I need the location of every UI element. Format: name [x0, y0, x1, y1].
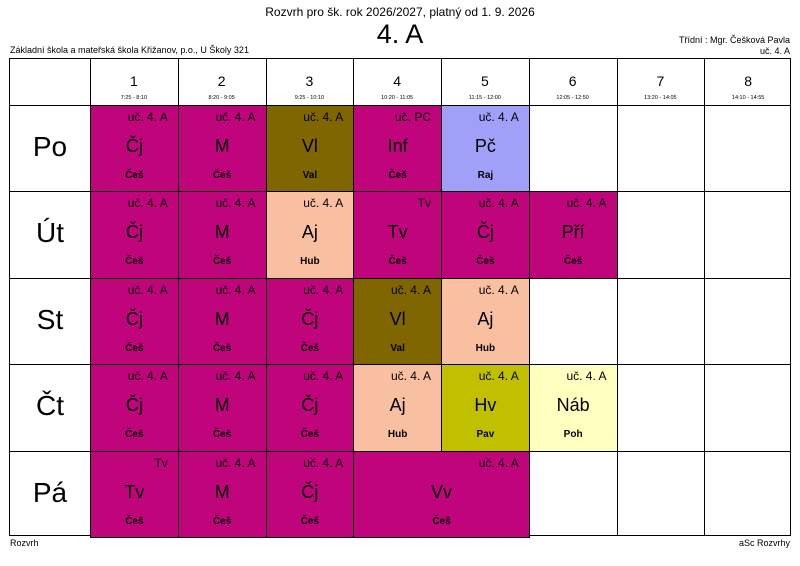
lesson-subject: M — [214, 136, 230, 156]
lesson-room: uč. 4. A — [478, 455, 519, 470]
lesson-subject: Vv — [430, 481, 452, 502]
lesson-subject: Vl — [389, 308, 406, 329]
lesson-room: Tv — [154, 455, 168, 470]
lesson-subject: Čj — [125, 395, 143, 416]
day-label: Čt — [36, 390, 64, 422]
period-header-5 — [441, 59, 529, 105]
lesson-cell[interactable] — [266, 451, 355, 538]
period-number: 1 — [129, 73, 138, 89]
lesson-teacher: Češ — [300, 429, 320, 441]
period-header-7 — [617, 59, 705, 105]
lesson-teacher: Češ — [212, 515, 232, 527]
lesson-cell[interactable] — [178, 451, 267, 538]
period-number: 3 — [305, 73, 314, 89]
lesson-subject: Čj — [125, 222, 143, 243]
period-header-1 — [90, 59, 178, 105]
lesson-teacher: Hub — [387, 429, 408, 441]
day-label: Út — [36, 217, 64, 249]
lesson-teacher: Češ — [125, 342, 144, 354]
lesson-room: uč. 4. A — [215, 282, 256, 297]
lesson-subject: Náb — [556, 395, 590, 416]
grid-vline — [704, 59, 705, 535]
lesson-room: uč. 4. A — [566, 196, 607, 211]
period-number: 5 — [480, 73, 489, 89]
period-number: 4 — [393, 73, 402, 89]
lesson-subject: Hv — [474, 395, 497, 416]
lesson-cell[interactable] — [441, 278, 530, 365]
lesson-teacher: Češ — [476, 256, 495, 268]
lesson-room: uč. 4. A — [127, 282, 168, 297]
lesson-cell[interactable] — [178, 105, 267, 192]
lesson-room: uč. 4. A — [390, 282, 431, 297]
lesson-room: uč. 4. A — [478, 196, 519, 211]
lesson-subject: M — [214, 222, 230, 243]
lesson-subject: Čj — [125, 136, 143, 156]
lesson-room: uč. 4. A — [303, 369, 344, 384]
lesson-cell[interactable] — [90, 191, 179, 278]
period-number: 8 — [744, 73, 753, 89]
lesson-room: uč. 4. A — [215, 196, 256, 211]
lesson-room: uč. 4. A — [127, 110, 168, 124]
lesson-cell[interactable] — [90, 451, 179, 538]
day-label: St — [36, 303, 64, 335]
class-teacher: Třídní : Mgr. Češková Pavla — [678, 35, 790, 45]
lesson-teacher: Češ — [212, 256, 232, 268]
footer-left: Rozvrh — [10, 538, 39, 548]
school-name: Základní škola a mateřská škola Křižanov, p.o., U Školy 321 — [10, 45, 249, 55]
timetable-grid — [9, 58, 791, 536]
lesson-room: uč. 4. A — [303, 455, 344, 470]
day-label: Po — [32, 131, 68, 162]
lesson-cell[interactable] — [178, 364, 267, 451]
lesson-cell[interactable] — [441, 191, 530, 278]
lesson-teacher: Češ — [125, 256, 144, 268]
period-time: 12:05 - 12:50 — [556, 95, 589, 101]
period-time: 11:15 - 12:00 — [468, 95, 501, 101]
lesson-subject: Pč — [474, 136, 496, 156]
lesson-subject: Aj — [389, 395, 406, 416]
lesson-cell[interactable] — [353, 191, 442, 278]
lesson-room: uč. 4. A — [390, 369, 431, 384]
lesson-room: uč. PC — [394, 110, 431, 124]
lesson-teacher: Hub — [300, 256, 320, 268]
lesson-teacher: Češ — [212, 429, 232, 441]
lesson-cell[interactable] — [353, 105, 442, 192]
lesson-cell[interactable] — [529, 191, 618, 278]
lesson-subject: Aj — [301, 222, 318, 243]
lesson-room: uč. 4. A — [215, 455, 256, 470]
grid-vline — [617, 59, 618, 535]
lesson-subject: Čj — [476, 222, 494, 243]
class-name: 4. A — [376, 19, 424, 49]
lesson-subject: M — [214, 395, 230, 416]
period-header-6 — [529, 59, 617, 105]
lesson-teacher: Pav — [476, 429, 495, 441]
period-time: 9:25 - 10:10 — [294, 95, 325, 101]
period-header-2 — [178, 59, 266, 105]
lesson-cell[interactable] — [353, 364, 442, 451]
lesson-cell[interactable] — [90, 105, 179, 192]
lesson-subject: Tv — [387, 222, 408, 243]
lesson-teacher: Češ — [300, 342, 320, 354]
lesson-subject: Čj — [125, 308, 143, 329]
period-time: 10:20 - 11:05 — [381, 95, 414, 101]
lesson-room: uč. 4. A — [215, 369, 256, 384]
period-number: 6 — [568, 73, 577, 89]
lesson-room: uč. 4. A — [478, 282, 519, 297]
lesson-cell[interactable] — [266, 278, 355, 365]
lesson-cell[interactable] — [441, 364, 530, 451]
lesson-subject: Čj — [301, 308, 319, 329]
period-header-3 — [266, 59, 354, 105]
lesson-room: uč. 4. A — [303, 110, 344, 124]
lesson-room: uč. 4. A — [566, 369, 607, 384]
lesson-teacher: Češ — [300, 515, 320, 527]
lesson-subject: Čj — [301, 395, 319, 416]
lesson-subject: Inf — [387, 136, 408, 156]
lesson-cell[interactable] — [90, 364, 179, 451]
period-time: 7:25 - 8:10 — [120, 95, 148, 101]
lesson-cell[interactable] — [178, 191, 267, 278]
lesson-teacher: Češ — [563, 256, 583, 268]
lesson-subject: M — [214, 308, 230, 329]
lesson-subject: M — [214, 481, 230, 502]
lesson-subject: Čj — [301, 481, 319, 502]
lesson-room: Tv — [417, 196, 431, 211]
period-number: 7 — [656, 73, 665, 89]
lesson-teacher: Češ — [125, 170, 144, 181]
lesson-room: uč. 4. A — [127, 369, 168, 384]
period-header-4 — [353, 59, 441, 105]
lesson-cell[interactable] — [441, 105, 530, 192]
lesson-teacher: Hub — [475, 342, 496, 354]
lesson-teacher: Poh — [563, 429, 583, 441]
lesson-room: uč. 4. A — [215, 110, 256, 124]
period-header-8 — [704, 59, 792, 105]
home-room: uč. 4. A — [759, 46, 790, 56]
lesson-cell[interactable] — [266, 191, 355, 278]
lesson-teacher: Češ — [432, 515, 451, 527]
lesson-teacher: Češ — [125, 515, 144, 527]
footer-right: aSc Rozvrhy — [738, 538, 790, 548]
lesson-room: uč. 4. A — [127, 196, 168, 211]
period-time: 14:10 - 14:55 — [731, 95, 765, 101]
lesson-teacher: Češ — [388, 170, 407, 181]
lesson-cell[interactable] — [266, 105, 355, 192]
lesson-teacher: Raj — [477, 170, 494, 181]
lesson-subject: Pří — [561, 222, 585, 243]
lesson-cell[interactable] — [266, 364, 355, 451]
lesson-cell[interactable] — [353, 278, 442, 365]
lesson-room: uč. 4. A — [303, 196, 344, 211]
lesson-room: uč. 4. A — [478, 110, 519, 124]
lesson-teacher: Češ — [125, 429, 144, 441]
period-time: 8:20 - 9:05 — [208, 95, 235, 101]
lesson-cell[interactable] — [353, 451, 530, 538]
lesson-cell[interactable] — [529, 364, 618, 451]
lesson-room: uč. 4. A — [478, 369, 519, 384]
period-time: 13:20 - 14:05 — [644, 95, 677, 101]
lesson-teacher: Češ — [212, 342, 232, 354]
schedule-title: Rozvrh pro šk. rok 2026/2027, platný od 1. 9. 2026 — [265, 5, 535, 19]
lesson-teacher: Val — [390, 342, 405, 354]
lesson-teacher: Val — [302, 170, 318, 181]
lesson-subject: Vl — [301, 136, 318, 156]
lesson-subject: Tv — [124, 481, 145, 502]
lesson-room: uč. 4. A — [303, 282, 344, 297]
lesson-teacher: Češ — [388, 256, 407, 268]
lesson-teacher: Češ — [212, 170, 232, 181]
day-label: Pá — [32, 476, 68, 508]
lesson-subject: Aj — [477, 308, 494, 329]
period-number: 2 — [217, 73, 226, 89]
lesson-cell[interactable] — [90, 278, 179, 365]
lesson-cell[interactable] — [178, 278, 267, 365]
